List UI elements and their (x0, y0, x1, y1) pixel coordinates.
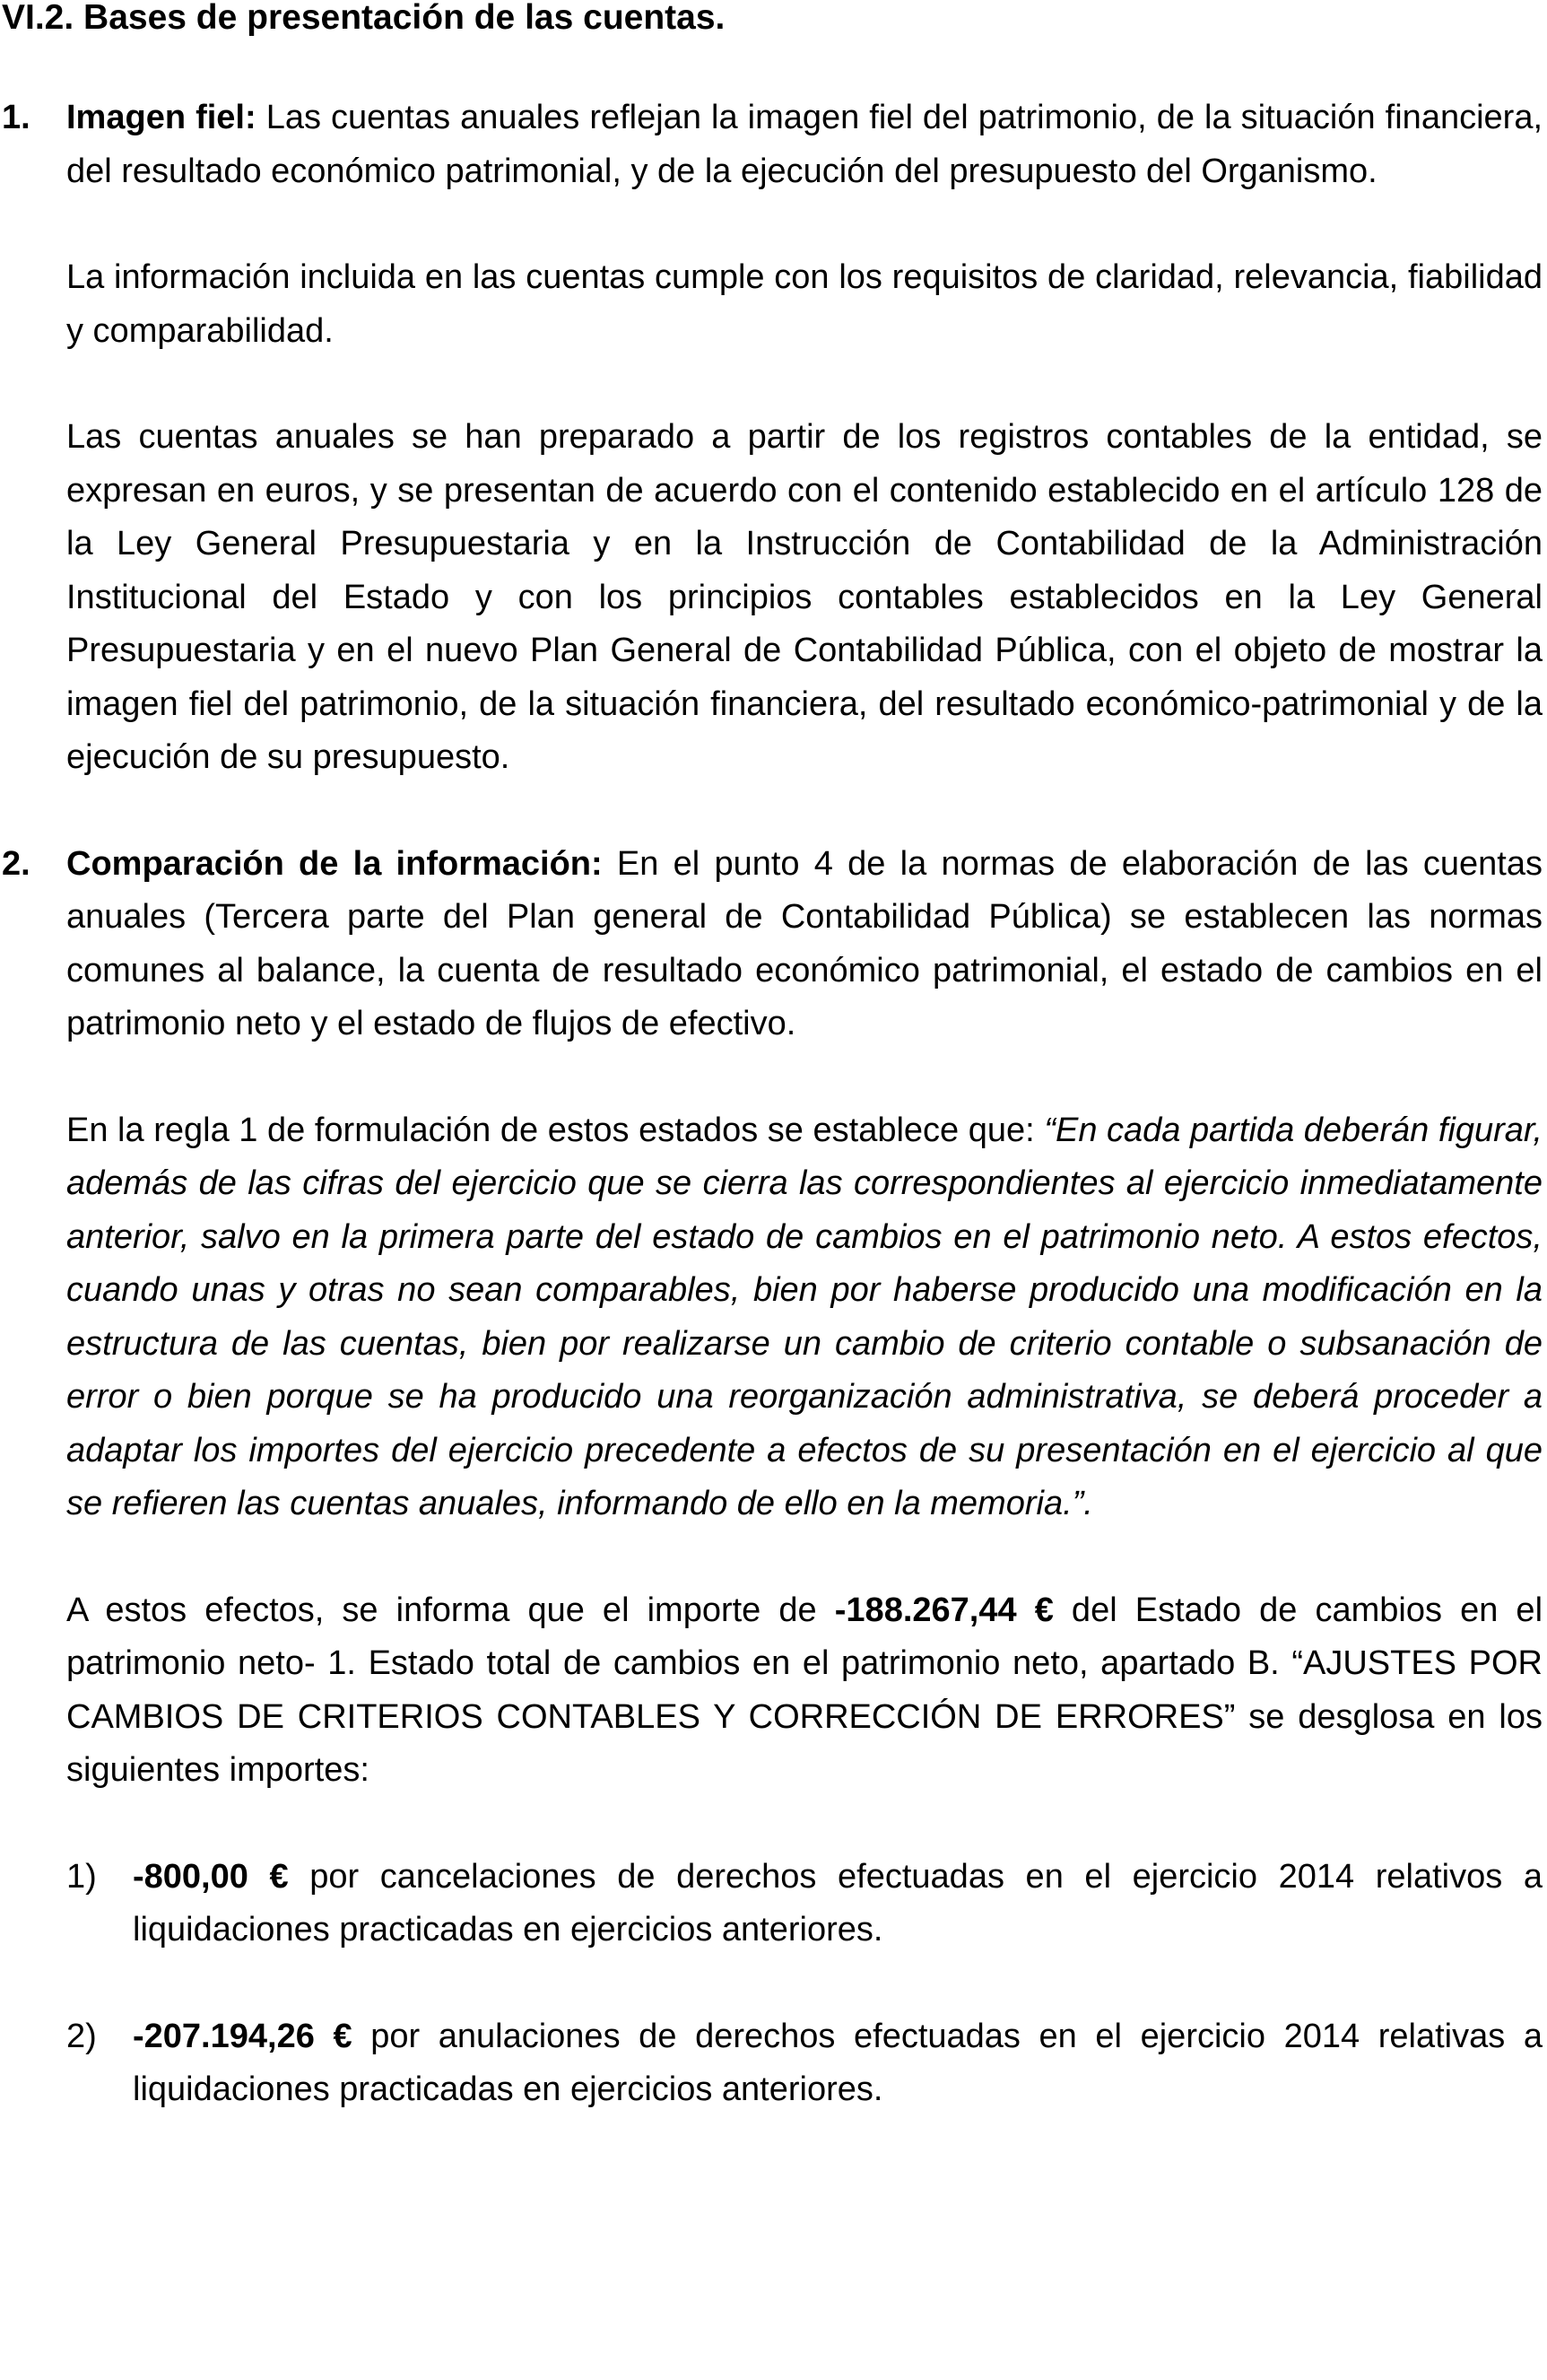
section-heading: VI.2. Bases de presentación de las cuentas. (2, 0, 726, 37)
section-body (66, 92, 1543, 198)
list-item-description: por cancelaciones de derechos efectuadas en el ejercicio 2014 relativos a liquidaciones practicadas en ejercicios anteriores. (133, 1857, 1543, 1948)
section-title: Imagen fiel: (66, 99, 256, 136)
paragraph-importe-ajustes (2, 1584, 1543, 1798)
paragraph-text: Las cuentas anuales reflejan la imagen fiel del patrimonio, de la situación financiera, del resultado económico patrimonial, y de la ejecución del presupuesto del Organismo. (66, 99, 1543, 190)
paragraph-preparacion-cuentas: Las cuentas anuales se han preparado a partir de los registros contables de la entidad, se expresan en euros, y se presentan de acuerdo con el contenido establecido en el artículo 128 de la Ley General Presupuestaria y en la Instrucción de Contabilidad de la Administración Institucional del Estado y con los principios contables establecidos en la Ley General Presupuestaria y en el nuevo Plan General de Contabilidad Pública, con el objeto de mostrar la imagen fiel del patrimonio, de la situación financiera, del resultado económico-patrimonial y de la ejecución de su presupuesto. (66, 418, 1543, 776)
list-item-amount: -800,00 € (133, 1857, 289, 1896)
section-number: 1. (2, 99, 30, 136)
section-number: 2. (2, 844, 30, 883)
section-title: Comparación de la información: (66, 844, 603, 883)
section-imagen-fiel (2, 92, 1543, 198)
list-item-text (133, 2010, 1543, 2117)
section-body (66, 838, 1543, 1051)
quoted-rule: “En cada partida deberán figurar, además de las cifras del ejercicio que se cierra las correspondientes al ejercicio inmediatamente anterior, salvo en la primera parte del estado de cambios en el patrimonio neto. A estos efectos, cuando unas y otras no sean comparables, bien por haberse producido una modificación en la estructura de las cuentas, bien por realizarse un cambio de criterio contable o subsanación de error o bien porque se ha producido una reorganización administrativa, se deberá proceder a adaptar los importes del ejercicio precedente a efectos de su presentación en el ejercicio al que se refieren las cuentas anuales, informando de ello en la memoria.”. (66, 1111, 1543, 1522)
amount-total: -188.267,44 € (834, 1591, 1054, 1629)
paragraph-imagen-fiel-intro (66, 92, 1543, 198)
paragraph-text: En la regla 1 de formulación de estos estados se establece que: (66, 1111, 1045, 1149)
paragraph-text: A estos efectos, se informa que el importe de (66, 1591, 835, 1629)
paragraph-regla-formulacion (2, 1104, 1543, 1531)
list-item-number: 1) (66, 1857, 97, 1896)
list-item-text (133, 1851, 1543, 1957)
list-item-description: por anulaciones de derechos efectuadas en el ejercicio 2014 relativas a liquidaciones practicadas en ejercicios anteriores. (133, 2017, 1543, 2108)
list-item-number: 2) (66, 2017, 97, 2055)
list-item (2, 2010, 1543, 2117)
list-item (2, 1851, 1543, 1957)
paragraph-text: En el punto 4 de la normas de elaboración de las cuentas anuales (Tercera parte del Plan general de Contabilidad Pública) se establecen las normas comunes al balance, la cuenta de resultado económico patrimonial, el estado de cambios en el patrimonio neto y el estado de flujos de efectivo. (66, 844, 1543, 1042)
list-item-amount: -207.194,26 € (133, 2017, 352, 2055)
section-comparacion (2, 838, 1543, 1051)
paragraph-text: del Estado de cambios en el patrimonio neto- 1. Estado total de cambios en el patrimonio neto, apartado B. “AJUSTES POR CAMBIOS DE CRITERIOS CONTABLES Y CORRECCIÓN DE ERRORES” se desglosa en los siguientes importes: (66, 1591, 1543, 1789)
paragraph-requisitos: La información incluida en las cuentas cumple con los requisitos de claridad, relevancia, fiabilidad y comparabilidad. (66, 258, 1543, 350)
paragraph-comparacion-intro (66, 838, 1543, 1051)
document-body (2, 0, 1543, 2117)
